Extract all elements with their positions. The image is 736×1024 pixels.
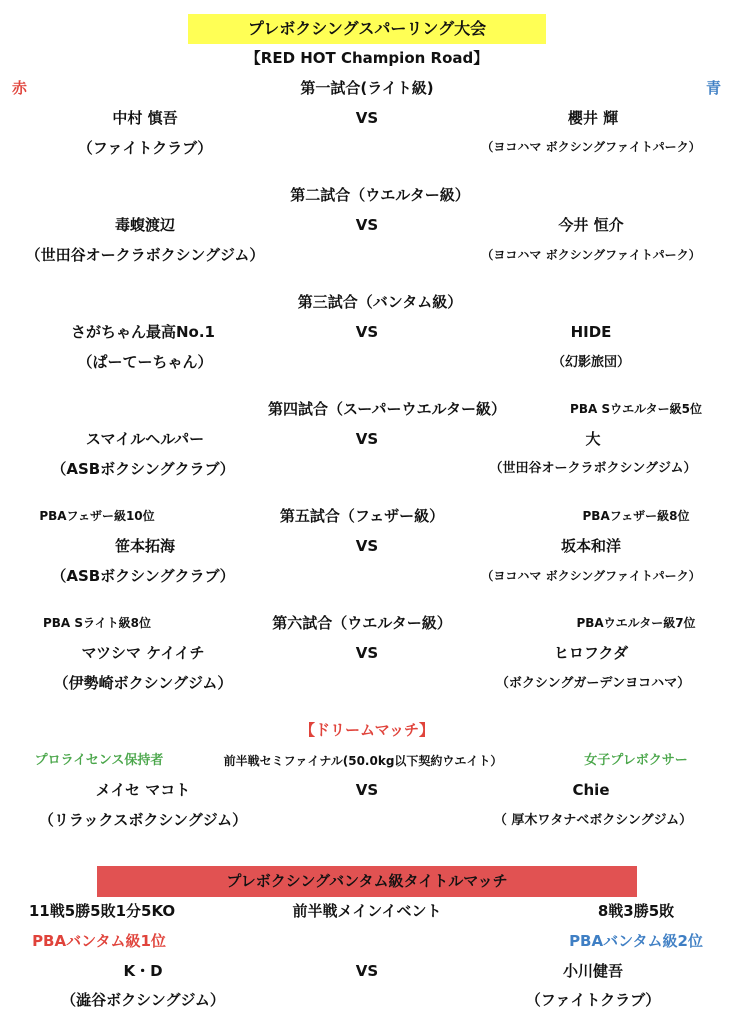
title-match-red-rank: PBAバンタム級1位 <box>32 932 166 950</box>
bout-6-blue-name: ヒロフクダ <box>553 644 629 662</box>
bout-6-red-rank: PBA Sライト級8位 <box>42 616 152 630</box>
bout-1-blue-gym: （ヨコハマ ボクシングファイトパーク） <box>481 140 701 154</box>
bout-4-blue-name: 大 <box>585 430 601 448</box>
bout-4-red-name: スマイルヘルパー <box>85 430 205 448</box>
bout-1-vs: VS <box>355 109 379 127</box>
dream-match-red-name: メイセ マコト <box>95 781 191 799</box>
bout-3-blue-name: HIDE <box>570 323 612 341</box>
dream-match-blue-label: 女子プレボクサー <box>584 753 688 768</box>
dream-match-subtitle: 前半戦セミファイナル(50.0kg以下契約ウエイト） <box>223 754 503 768</box>
bout-4-vs: VS <box>355 430 379 448</box>
bout-3-vs: VS <box>355 323 379 341</box>
dream-match-red-label: プロライセンス保持者 <box>34 753 164 768</box>
bout-4-blue-gym: （世田谷オークラボクシングジム） <box>489 461 697 476</box>
bout-5-blue-rank: PBAフェザー級8位 <box>582 509 690 523</box>
bout-1-title: 第一試合(ライト級) <box>300 79 434 97</box>
bout-6-vs: VS <box>355 644 379 662</box>
title-match-blue-name: 小川健吾 <box>562 962 624 980</box>
bout-2-red-gym: （世田谷オークラボクシングジム） <box>25 246 265 264</box>
bout-5-red-gym: （ASBボクシングクラブ） <box>51 567 235 585</box>
bout-5-vs: VS <box>355 537 379 555</box>
bout-4-red-gym: （ASBボクシングクラブ） <box>51 460 235 478</box>
bout-5-title: 第五試合（フェザー級） <box>279 507 445 525</box>
title-match-red-gym: （澁谷ボクシングジム） <box>61 991 225 1009</box>
dream-match-vs: VS <box>355 781 379 799</box>
title-match-blue-gym: （ファイトクラブ） <box>525 991 661 1009</box>
bout-3-red-gym: （ぱーてーちゃん） <box>77 353 213 371</box>
bout-5-blue-gym: （ヨコハマ ボクシングファイトパーク） <box>481 569 701 583</box>
bout-2-red-name: 毒蝮渡辺 <box>114 216 176 234</box>
title-match-blue-record: 8戦3勝5敗 <box>597 902 675 920</box>
bout-6-blue-gym: （ボクシングガーデンヨコハマ） <box>495 676 691 691</box>
bout-5-red-name: 笹本拓海 <box>114 537 176 555</box>
bout-2-title: 第二試合（ウエルター級） <box>290 186 470 204</box>
title-match-vs: VS <box>355 962 379 980</box>
dream-match-heading: 【ドリームマッチ】 <box>299 721 435 739</box>
bout-5-red-rank: PBAフェザー級10位 <box>39 509 155 523</box>
bout-4-blue-rank: PBA Sウエルター級5位 <box>570 402 702 416</box>
dream-match-blue-gym: （ 厚木ワタナベボクシングジム） <box>493 813 693 828</box>
title-match-red-name: K・D <box>123 962 163 980</box>
bout-1-blue-name: 櫻井 輝 <box>567 109 619 127</box>
dream-match-red-gym: （リラックスボクシングジム） <box>38 811 248 829</box>
bout-2-blue-name: 今井 恒介 <box>558 216 624 234</box>
bout-3-red-name: さがちゃん最高No.1 <box>71 323 215 341</box>
bout-6-title: 第六試合（ウエルター級） <box>272 614 452 632</box>
dream-match-blue-name: Chie <box>572 781 610 799</box>
title-match-red-record: 11戦5勝5敗1分5KO <box>28 902 176 920</box>
red-corner-label: 赤 <box>12 79 28 97</box>
title-match-blue-rank: PBAバンタム級2位 <box>569 932 703 950</box>
title-match-heading: プレボクシングバンタム級タイトルマッチ <box>226 872 508 890</box>
event-title: プレボクシングスパーリング大会 <box>247 19 487 38</box>
event-subtitle: 【RED HOT Champion Road】 <box>245 49 489 67</box>
bout-1-red-gym: （ファイトクラブ） <box>77 139 213 157</box>
title-match-event: 前半戦メインイベント <box>292 902 442 920</box>
blue-corner-label: 青 <box>706 79 722 97</box>
bout-2-vs: VS <box>355 216 379 234</box>
bout-2-blue-gym: （ヨコハマ ボクシングファイトパーク） <box>481 248 701 262</box>
bout-6-red-name: マツシマ ケイイチ <box>81 644 205 662</box>
bout-4-title: 第四試合（スーパーウエルター級） <box>268 400 506 418</box>
bout-6-blue-rank: PBAウエルター級7位 <box>576 616 696 630</box>
bout-3-title: 第三試合（バンタム級） <box>297 293 463 311</box>
bout-3-blue-gym: （幻影旅団） <box>551 355 631 370</box>
bout-6-red-gym: （伊勢崎ボクシングジム） <box>53 674 233 692</box>
bout-5-blue-name: 坂本和洋 <box>560 537 622 555</box>
bout-1-red-name: 中村 慎吾 <box>112 109 178 127</box>
